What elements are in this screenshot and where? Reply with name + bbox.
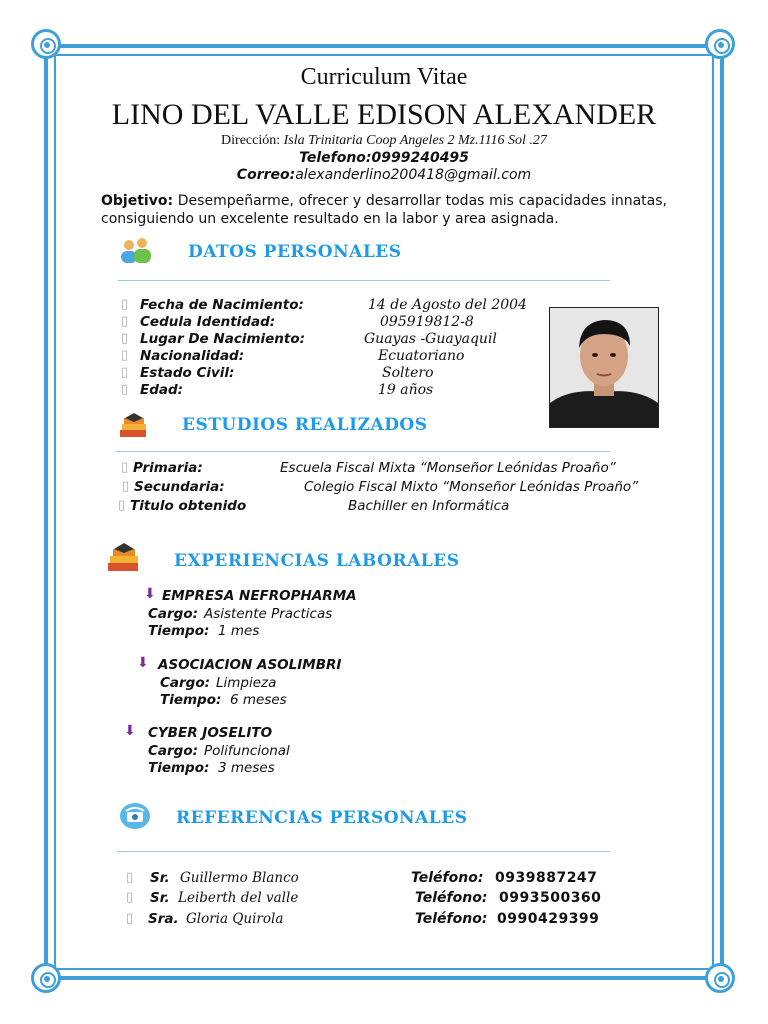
arrow-bullet-icon: ⬇	[124, 723, 136, 739]
bullet-marker: ▯	[126, 890, 134, 905]
reference-title: Sr.	[150, 870, 170, 886]
phone-label: Teléfono:	[415, 890, 488, 906]
bullet-marker: ▯	[121, 331, 129, 346]
field-value: Escuela Fiscal Mixta “Monseñor Leónidas Proaño”	[280, 460, 616, 476]
corner-ornament-icon	[31, 963, 61, 993]
field-label: Cedula Identidad:	[140, 314, 276, 330]
bullet-marker: ▯	[121, 314, 129, 329]
phone-line: Telefono:0999240495	[299, 150, 469, 166]
objective-label: Objetivo:	[101, 193, 174, 209]
section-title-estudios: ESTUDIOS REALIZADOS	[182, 415, 428, 435]
field-value: Bachiller en Informática	[348, 498, 510, 514]
corner-ornament-icon	[705, 963, 735, 993]
document-title: Curriculum Vitae	[300, 64, 468, 90]
tiempo-label: Tiempo:	[148, 623, 210, 639]
divider	[116, 451, 610, 452]
tiempo-value: 1 mes	[218, 623, 260, 639]
tiempo-value: 6 meses	[230, 692, 287, 708]
section-title-referencias: REFERENCIAS PERSONALES	[176, 808, 468, 828]
field-label: Edad:	[140, 382, 184, 398]
cargo-label: Cargo:	[148, 606, 199, 622]
books-icon	[104, 542, 144, 576]
company-name: ASOCIACION ASOLIMBRI	[158, 657, 342, 673]
divider	[118, 280, 610, 281]
cargo-value: Limpieza	[216, 675, 277, 691]
email-line	[0, 167, 768, 183]
corner-ornament-icon	[31, 29, 61, 59]
address-value: Isla Trinitaria Coop Angeles 2 Mz.1116 Sol .27	[283, 133, 547, 148]
field-label: Primaria:	[133, 460, 203, 476]
email-value: alexanderlino200418@gmail.com	[295, 167, 532, 183]
section-title-experiencias: EXPERIENCIAS LABORALES	[174, 551, 460, 571]
cargo-label: Cargo:	[160, 675, 211, 691]
cargo-value: Polifuncional	[204, 743, 290, 759]
corner-ornament-icon	[705, 29, 735, 59]
bullet-marker: ▯	[121, 348, 129, 363]
bullet-marker: ▯	[126, 911, 134, 926]
reference-name: Gloria Quirola	[186, 911, 284, 927]
field-label: Lugar De Nacimiento:	[140, 331, 306, 347]
reference-title: Sra.	[148, 911, 179, 927]
users-icon	[118, 236, 154, 264]
field-value: Colegio Fiscal Mixto “Monseñor Leónidas Proaño”	[304, 479, 639, 495]
field-value: Ecuatoriano	[378, 348, 465, 364]
phone-number: 0939887247	[495, 870, 598, 886]
field-value: Soltero	[382, 365, 434, 381]
bullet-marker: ▯	[126, 870, 134, 885]
bullet-marker: ▯	[121, 382, 129, 397]
phone-label: Teléfono:	[415, 911, 488, 927]
bullet-marker: ▯	[121, 297, 129, 312]
bullet-marker: ▯	[122, 479, 130, 494]
address-label: Dirección:	[221, 133, 281, 148]
field-label: Secundaria:	[134, 479, 225, 495]
email-label: Correo:	[236, 167, 296, 183]
reference-title: Sr.	[150, 890, 170, 906]
field-value: 14 de Agosto del 2004	[368, 297, 527, 313]
objective-text: Desempeñarme, ofrecer y desarrollar todas mis capacidades innatas, consiguiendo un excelente resultado en la labor y area asignada.	[101, 193, 667, 227]
cargo-label: Cargo:	[148, 743, 199, 759]
company-name: CYBER JOSELITO	[148, 725, 273, 741]
field-label: Nacionalidad:	[140, 348, 245, 364]
field-label: Fecha de Nacimiento:	[140, 297, 304, 313]
tiempo-value: 3 meses	[218, 760, 275, 776]
field-value: 19 años	[378, 382, 434, 398]
phone-icon	[118, 801, 152, 831]
candidate-name: LINO DEL VALLE EDISON ALEXANDER	[111, 98, 657, 131]
profile-photo	[549, 307, 659, 428]
field-label: Estado Civil:	[140, 365, 235, 381]
tiempo-label: Tiempo:	[160, 692, 222, 708]
field-label: Titulo obtenido	[130, 498, 247, 514]
bullet-marker: ▯	[118, 498, 126, 513]
bullet-marker: ▯	[121, 365, 129, 380]
company-name: EMPRESA NEFROPHARMA	[162, 588, 357, 604]
divider	[118, 851, 610, 852]
tiempo-label: Tiempo:	[148, 760, 210, 776]
books-icon	[116, 413, 150, 441]
objective-paragraph	[101, 192, 667, 228]
phone-label: Teléfono:	[411, 870, 484, 886]
phone-number: 0993500360	[499, 890, 602, 906]
cargo-value: Asistente Practicas	[204, 606, 333, 622]
field-value: 095919812-8	[380, 314, 474, 330]
section-title-datos-personales: DATOS PERSONALES	[188, 242, 402, 262]
arrow-bullet-icon: ⬇	[144, 586, 156, 602]
address-line	[0, 133, 768, 149]
field-value: Guayas -Guayaquil	[364, 331, 497, 347]
reference-name: Guillermo Blanco	[180, 870, 299, 886]
arrow-bullet-icon: ⬇	[137, 655, 149, 671]
reference-name: Leiberth del valle	[178, 890, 299, 906]
phone-number: 0990429399	[497, 911, 600, 927]
bullet-marker: ▯	[121, 460, 129, 475]
